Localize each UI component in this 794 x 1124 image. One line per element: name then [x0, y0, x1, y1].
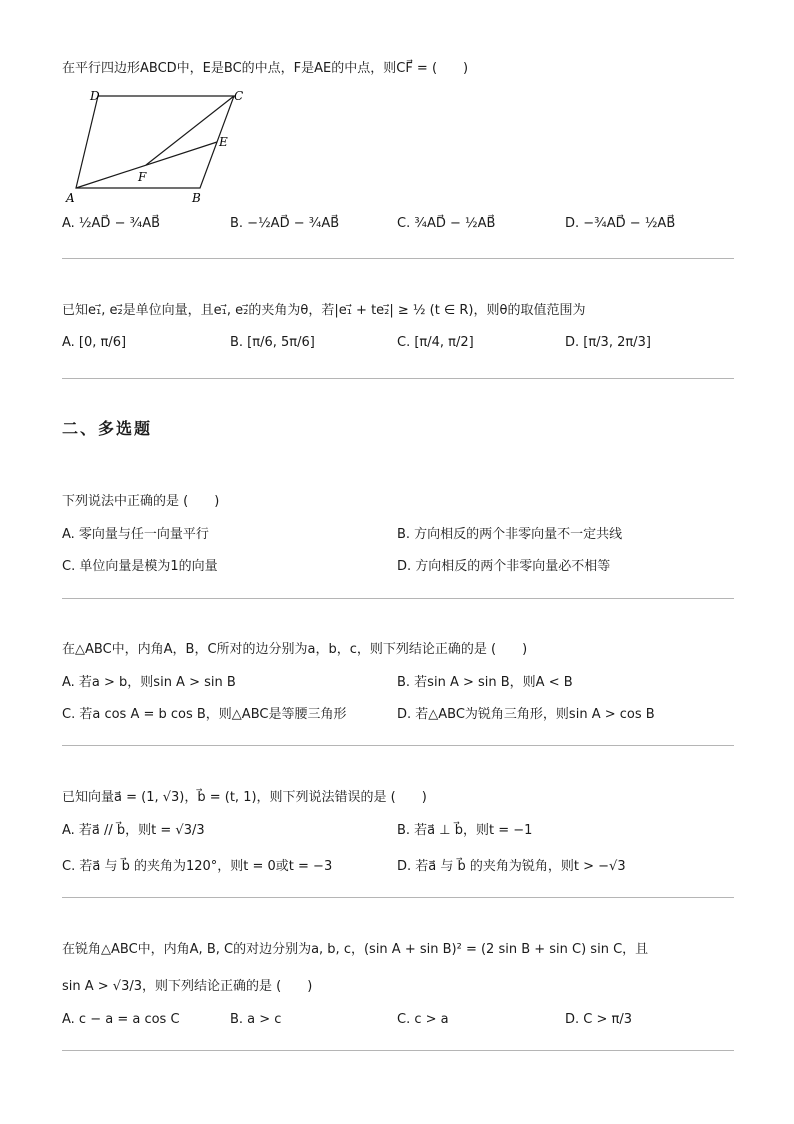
q6-option-c[interactable]: C. c > a	[397, 1012, 449, 1027]
q5-option-d[interactable]: D. 若a⃗ 与 b⃗ 的夹角为锐角，则t > −√3	[397, 859, 626, 874]
q6-option-b[interactable]: B. a > c	[230, 1012, 282, 1027]
q3-option-d[interactable]: D. 方向相反的两个非零向量必不相等	[397, 559, 611, 574]
label-F: F	[138, 170, 147, 184]
q2-option-a[interactable]: A. [0, π/6]	[62, 335, 127, 350]
q2-option-d[interactable]: D. [π/3, 2π/3]	[565, 335, 651, 350]
q6-stem-line2: sin A > √3/3，则下列结论正确的是 ( )	[62, 979, 313, 994]
q5-stem: 已知向量a⃗ = (1, √3)，b⃗ = (t, 1)，则下列说法错误的是 ( )	[62, 790, 427, 805]
q4-stem: 在△ABC中，内角A，B，C所对的边分别为a，b，c，则下列结论正确的是 ( )	[62, 642, 528, 657]
q6-option-a[interactable]: A. c − a = a cos C	[62, 1012, 180, 1027]
label-A: A	[66, 191, 75, 205]
divider	[62, 378, 734, 379]
q1-stem: 在平行四边形ABCD中，E是BC的中点，F是AE的中点，则CF⃗ = ( )	[62, 61, 469, 76]
divider	[62, 897, 734, 898]
q4-option-b[interactable]: B. 若sin A > sin B，则A < B	[397, 675, 573, 690]
q1-option-b[interactable]: B. −½AD⃗ − ¾AB⃗	[230, 216, 340, 231]
q1-option-d[interactable]: D. −¾AD⃗ − ½AB⃗	[565, 216, 676, 231]
q5-option-b[interactable]: B. 若a⃗ ⊥ b⃗，则t = −1	[397, 823, 533, 838]
q1-parallelogram-figure	[62, 84, 242, 208]
label-B: B	[192, 191, 201, 205]
q1-option-a[interactable]: A. ½AD⃗ − ¾AB⃗	[62, 216, 161, 231]
q4-option-d[interactable]: D. 若△ABC为锐角三角形，则sin A > cos B	[397, 707, 655, 722]
divider	[62, 1050, 734, 1051]
section-title: 二、多选题	[62, 419, 153, 438]
divider	[62, 598, 734, 599]
q5-option-c[interactable]: C. 若a⃗ 与 b⃗ 的夹角为120°，则t = 0或t = −3	[62, 859, 333, 874]
q3-option-b[interactable]: B. 方向相反的两个非零向量不一定共线	[397, 527, 623, 542]
label-C: C	[234, 89, 244, 103]
q2-stem: 已知e₁⃗, e₂⃗是单位向量，且e₁⃗, e₂⃗的夹角为θ，若|e₁⃗ + te₂⃗| ≥ ½ (t ∈ R)，则θ的取值范围为	[62, 303, 586, 318]
q4-option-c[interactable]: C. 若a cos A = b cos B，则△ABC是等腰三角形	[62, 707, 347, 722]
q2-option-b[interactable]: B. [π/6, 5π/6]	[230, 335, 315, 350]
q6-option-d[interactable]: D. C > π/3	[565, 1012, 632, 1027]
divider	[62, 745, 734, 746]
q5-option-a[interactable]: A. 若a⃗ // b⃗，则t = √3/3	[62, 823, 205, 838]
label-D: D	[90, 89, 100, 103]
q6-stem-line1: 在锐角△ABC中，内角A, B, C的对边分别为a, b, c，(sin A + sin B)² = (2 sin B + sin C) sin C，且	[62, 942, 649, 957]
q4-option-a[interactable]: A. 若a > b，则sin A > sin B	[62, 675, 236, 690]
q1-option-c[interactable]: C. ¾AD⃗ − ½AB⃗	[397, 216, 496, 231]
q2-option-c[interactable]: C. [π/4, π/2]	[397, 335, 474, 350]
q3-option-a[interactable]: A. 零向量与任一向量平行	[62, 527, 209, 542]
label-E: E	[219, 135, 228, 149]
divider	[62, 258, 734, 259]
q3-option-c[interactable]: C. 单位向量是模为1的向量	[62, 559, 218, 574]
q3-stem: 下列说法中正确的是 ( )	[62, 494, 220, 509]
